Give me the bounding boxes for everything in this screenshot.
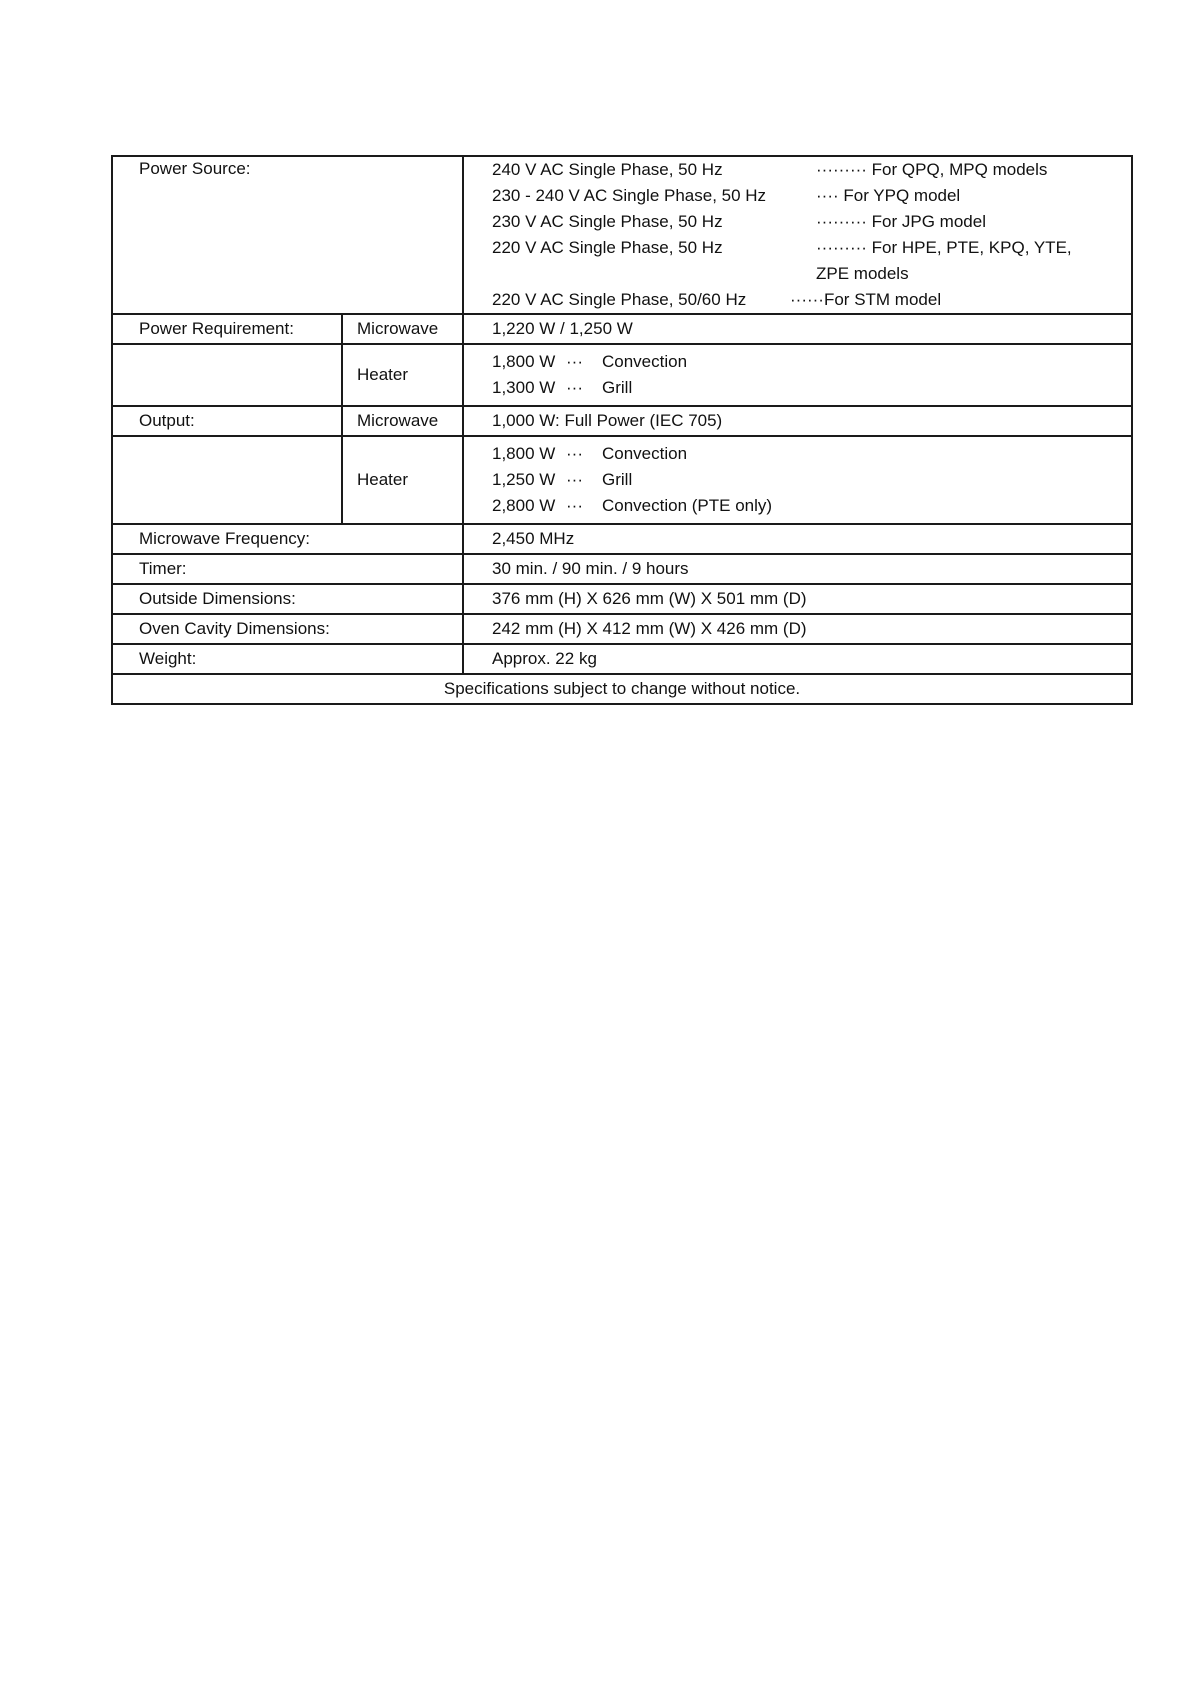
power-requirement-microwave-row <box>112 314 1132 344</box>
cavity-dimensions-value-cell <box>463 614 1132 644</box>
timer-row <box>112 554 1132 584</box>
outside-dimensions-label-cell <box>112 584 463 614</box>
timer-label: Timer: <box>139 559 187 578</box>
power-requirement-heater-cell <box>342 344 463 406</box>
microwave-label: Microwave <box>357 319 439 338</box>
voltage-text <box>492 261 816 287</box>
mode-text: Convection (PTE only) <box>602 496 773 515</box>
mode-text: Grill <box>602 470 633 489</box>
heater-entry <box>492 467 1131 493</box>
weight-value-cell <box>463 644 1132 674</box>
models-text: ········· For QPQ, MPQ models <box>816 160 1048 179</box>
dots-text: ··· <box>566 496 583 515</box>
timer-label-cell <box>112 554 463 584</box>
models-text: ···· For YPQ model <box>816 186 961 205</box>
frequency-label: Microwave Frequency: <box>139 529 311 548</box>
output-heater-values-cell <box>463 436 1132 524</box>
output-heater-row <box>112 436 1132 524</box>
power-source-values-cell <box>463 156 1132 314</box>
power-requirement-microwave-cell <box>342 314 463 344</box>
dots-text: ··· <box>566 352 583 371</box>
output-microwave-value-cell <box>463 406 1132 436</box>
frequency-value: 2,450 MHz <box>492 529 575 548</box>
dots-text: ··· <box>566 378 583 397</box>
empty-cell <box>112 344 342 406</box>
weight-label-cell <box>112 644 463 674</box>
voltage-text: 220 V AC Single Phase, 50/60 Hz <box>492 290 747 309</box>
watts-text: 1,250 W <box>492 470 556 489</box>
power-source-label: Power Source: <box>139 159 251 178</box>
cavity-dimensions-value: 242 mm (H) X 412 mm (W) X 426 mm (D) <box>492 619 807 638</box>
power-source-entry <box>492 157 1131 183</box>
timer-value: 30 min. / 90 min. / 9 hours <box>492 559 689 578</box>
models-text: ZPE models <box>816 264 909 283</box>
cavity-dimensions-row <box>112 614 1132 644</box>
outside-dimensions-value-cell <box>463 584 1132 614</box>
frequency-value-cell <box>463 524 1132 554</box>
power-source-entry <box>492 183 1131 209</box>
power-source-row <box>112 156 1132 314</box>
power-requirement-heater-values-cell <box>463 344 1132 406</box>
heater-label: Heater <box>357 365 409 384</box>
watts-text: 2,800 W <box>492 496 556 515</box>
timer-value-cell <box>463 554 1132 584</box>
mode-text: Grill <box>602 378 633 397</box>
models-text: ········· For JPG model <box>816 212 986 231</box>
watts-text: 1,300 W <box>492 378 556 397</box>
voltage-text: 240 V AC Single Phase, 50 Hz <box>492 160 723 179</box>
power-source-entry <box>492 235 1131 261</box>
dots-text: ··· <box>566 444 583 463</box>
outside-dimensions-label: Outside Dimensions: <box>139 589 296 608</box>
heater-entry <box>492 375 1131 401</box>
power-source-entry <box>492 287 1131 313</box>
power-source-entry <box>492 261 1131 287</box>
notice-cell <box>112 674 1132 704</box>
heater-entry <box>492 441 1131 467</box>
power-source-entry <box>492 209 1131 235</box>
voltage-text: 220 V AC Single Phase, 50 Hz <box>492 238 723 257</box>
power-source-label-cell <box>112 156 463 314</box>
watts-text: 1,800 W <box>492 352 556 371</box>
voltage-text: 230 - 240 V AC Single Phase, 50 Hz <box>492 186 767 205</box>
models-text: ········· For HPE, PTE, KPQ, YTE, <box>816 238 1072 257</box>
heater-label: Heater <box>357 470 409 489</box>
outside-dimensions-value: 376 mm (H) X 626 mm (W) X 501 mm (D) <box>492 589 807 608</box>
frequency-label-cell <box>112 524 463 554</box>
watts-text: 1,800 W <box>492 444 556 463</box>
weight-value: Approx. 22 kg <box>492 649 597 668</box>
power-requirement-microwave-value-cell <box>463 314 1132 344</box>
power-requirement-label-cell <box>112 314 342 344</box>
microwave-label: Microwave <box>357 411 439 430</box>
notice-text: Specifications subject to change without notice. <box>443 679 801 698</box>
output-label: Output: <box>139 411 195 430</box>
weight-row <box>112 644 1132 674</box>
notice-row <box>112 674 1132 704</box>
mode-text: Convection <box>602 444 688 463</box>
output-microwave-row <box>112 406 1132 436</box>
output-microwave-cell <box>342 406 463 436</box>
cavity-dimensions-label-cell <box>112 614 463 644</box>
heater-entry <box>492 493 1131 519</box>
mode-text: Convection <box>602 352 688 371</box>
outside-dimensions-row <box>112 584 1132 614</box>
models-text: ······For STM model <box>790 290 942 309</box>
power-requirement-heater-row <box>112 344 1132 406</box>
specifications-table <box>111 155 1133 705</box>
weight-label: Weight: <box>139 649 197 668</box>
microwave-value: 1,220 W / 1,250 W <box>492 319 633 338</box>
cavity-dimensions-label: Oven Cavity Dimensions: <box>139 619 330 638</box>
heater-entry <box>492 349 1131 375</box>
voltage-text: 230 V AC Single Phase, 50 Hz <box>492 212 723 231</box>
frequency-row <box>112 524 1132 554</box>
dots-text: ··· <box>566 470 583 489</box>
output-heater-cell <box>342 436 463 524</box>
microwave-value: 1,000 W: Full Power (IEC 705) <box>492 411 723 430</box>
empty-cell <box>112 436 342 524</box>
output-label-cell <box>112 406 342 436</box>
power-requirement-label: Power Requirement: <box>139 319 294 338</box>
